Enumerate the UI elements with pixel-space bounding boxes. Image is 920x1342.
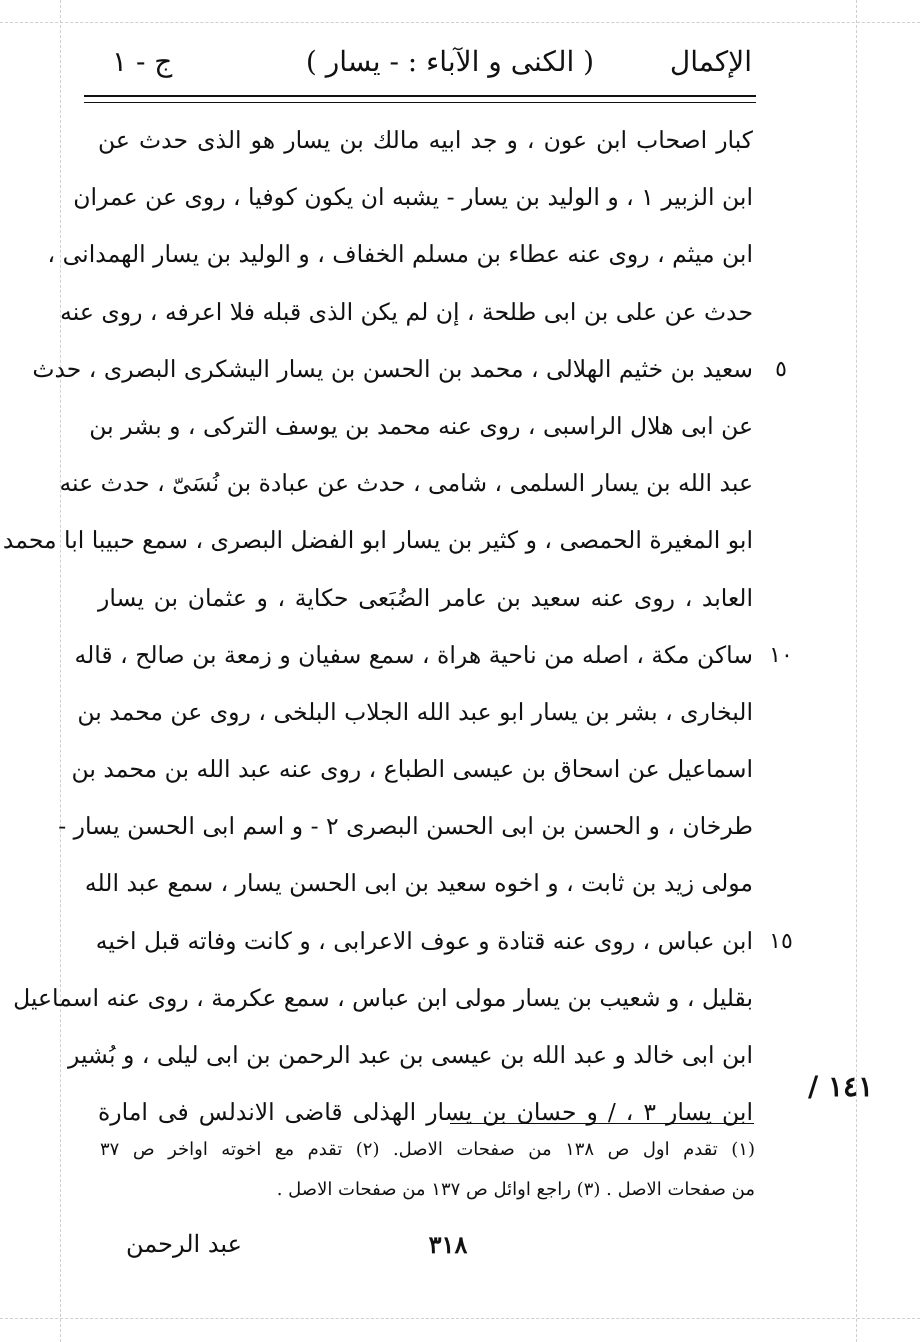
volume-label: ج - ١ xyxy=(112,45,173,78)
section-title: ( الكنى و الآباء : - يسار ) xyxy=(305,45,595,78)
header-rule xyxy=(84,95,756,97)
page-number: ٣١٨ xyxy=(428,1230,468,1259)
text-line: عن ابى هلال الراسبى ، روى عنه محمد بن يوسف التركى ، و بشر بن xyxy=(89,411,753,440)
text-line: مولى زيد بن ثابت ، و اخوه سعيد بن ابى الحسن يسار ، سمع عبد الله xyxy=(84,869,753,898)
line-number-10: ١٠ xyxy=(769,642,793,668)
footnote-line: (١) تقدم اول ص ١٣٨ من صفحات الاصل. (٢) تقدم مع اخوته اواخر ص ٣٧ xyxy=(100,1139,755,1160)
text-line: حدث عن على بن ابى طلحة ، إن لم يكن الذى قبله فلا اعرفه ، روى عنه xyxy=(60,297,753,326)
text-line: البخارى ، بشر بن يسار ابو عبد الله الجلاب البلخى ، روى عن محمد بن xyxy=(77,697,753,726)
catchword: عبد الرحمن xyxy=(126,1230,242,1258)
text-line: عبد الله بن يسار السلمى ، شامى ، حدث عن عبادة بن نُسَىّ ، حدث عنه xyxy=(59,469,753,498)
text-line: ساكن مكة ، اصله من ناحية هراة ، سمع سفيان و زمعة بن صالح ، قاله xyxy=(74,640,753,669)
guide-line xyxy=(856,0,857,1342)
text-line: سعيد بن خثيم الهلالى ، محمد بن الحسن بن يسار اليشكرى البصرى ، حدث xyxy=(32,354,753,383)
text-line: ابن ميثم ، روى عنه عطاء بن مسلم الخفاف ، و الوليد بن يسار الهمدانى ، xyxy=(47,240,753,269)
line-number-5: ٥ xyxy=(775,356,787,382)
text-line: العابد ، روى عنه سعيد بن عامر الضُبَعى حكاية ، و عثمان بن يسار xyxy=(98,583,753,612)
guide-line xyxy=(0,22,920,23)
text-line: ابن عباس ، روى عنه قتادة و عوف الاعرابى ، و كانت وفاته قبل اخيه xyxy=(95,926,753,955)
line-number-15: ١٥ xyxy=(769,928,793,954)
footnote-rule xyxy=(450,1123,754,1124)
text-line: طرخان ، و الحسن بن ابى الحسن البصرى ٢ - و اسم ابى الحسن يسار - xyxy=(58,812,753,841)
footnotes xyxy=(100,1130,755,1210)
footnote-line: من صفحات الاصل . (٣) راجع اوائل ص ١٣٧ من صفحات الاصل . xyxy=(276,1179,755,1200)
text-line: ابو المغيرة الحمصى ، و كثير بن يسار ابو الفضل البصرى ، سمع حبيبا ابا محمد xyxy=(2,526,753,555)
text-line: ابن ابى خالد و عبد الله بن عيسى بن عبد الرحمن بن ابى ليلى ، و بُشير xyxy=(67,1041,753,1069)
guide-line xyxy=(0,1318,920,1319)
text-line: كبار اصحاب ابن عون ، و جد ابيه مالك بن يسار هو الذى حدث عن xyxy=(98,126,753,154)
text-line: اسماعيل عن اسحاق بن عيسى الطباع ، روى عنه عبد الله بن محمد بن xyxy=(71,755,753,784)
margin-page-reference: ١٤١ / xyxy=(808,1070,874,1103)
guide-line xyxy=(60,0,61,1342)
header-rule-thin xyxy=(84,102,756,103)
text-line: ابن الزبير ١ ، و الوليد بن يسار - يشبه ان يكون كوفيا ، روى عن عمران xyxy=(73,183,753,212)
running-title: الإكمال xyxy=(669,45,752,78)
text-line: ابن يسار ٣ ، / و حسان بن يسار الهذلى قاضى الاندلس فى امارة xyxy=(98,1098,753,1127)
text-line: بقليل ، و شعيب بن يسار مولى ابن عباس ، سمع عكرمة ، روى عنه اسماعيل xyxy=(13,983,753,1012)
main-text xyxy=(2,112,753,1141)
